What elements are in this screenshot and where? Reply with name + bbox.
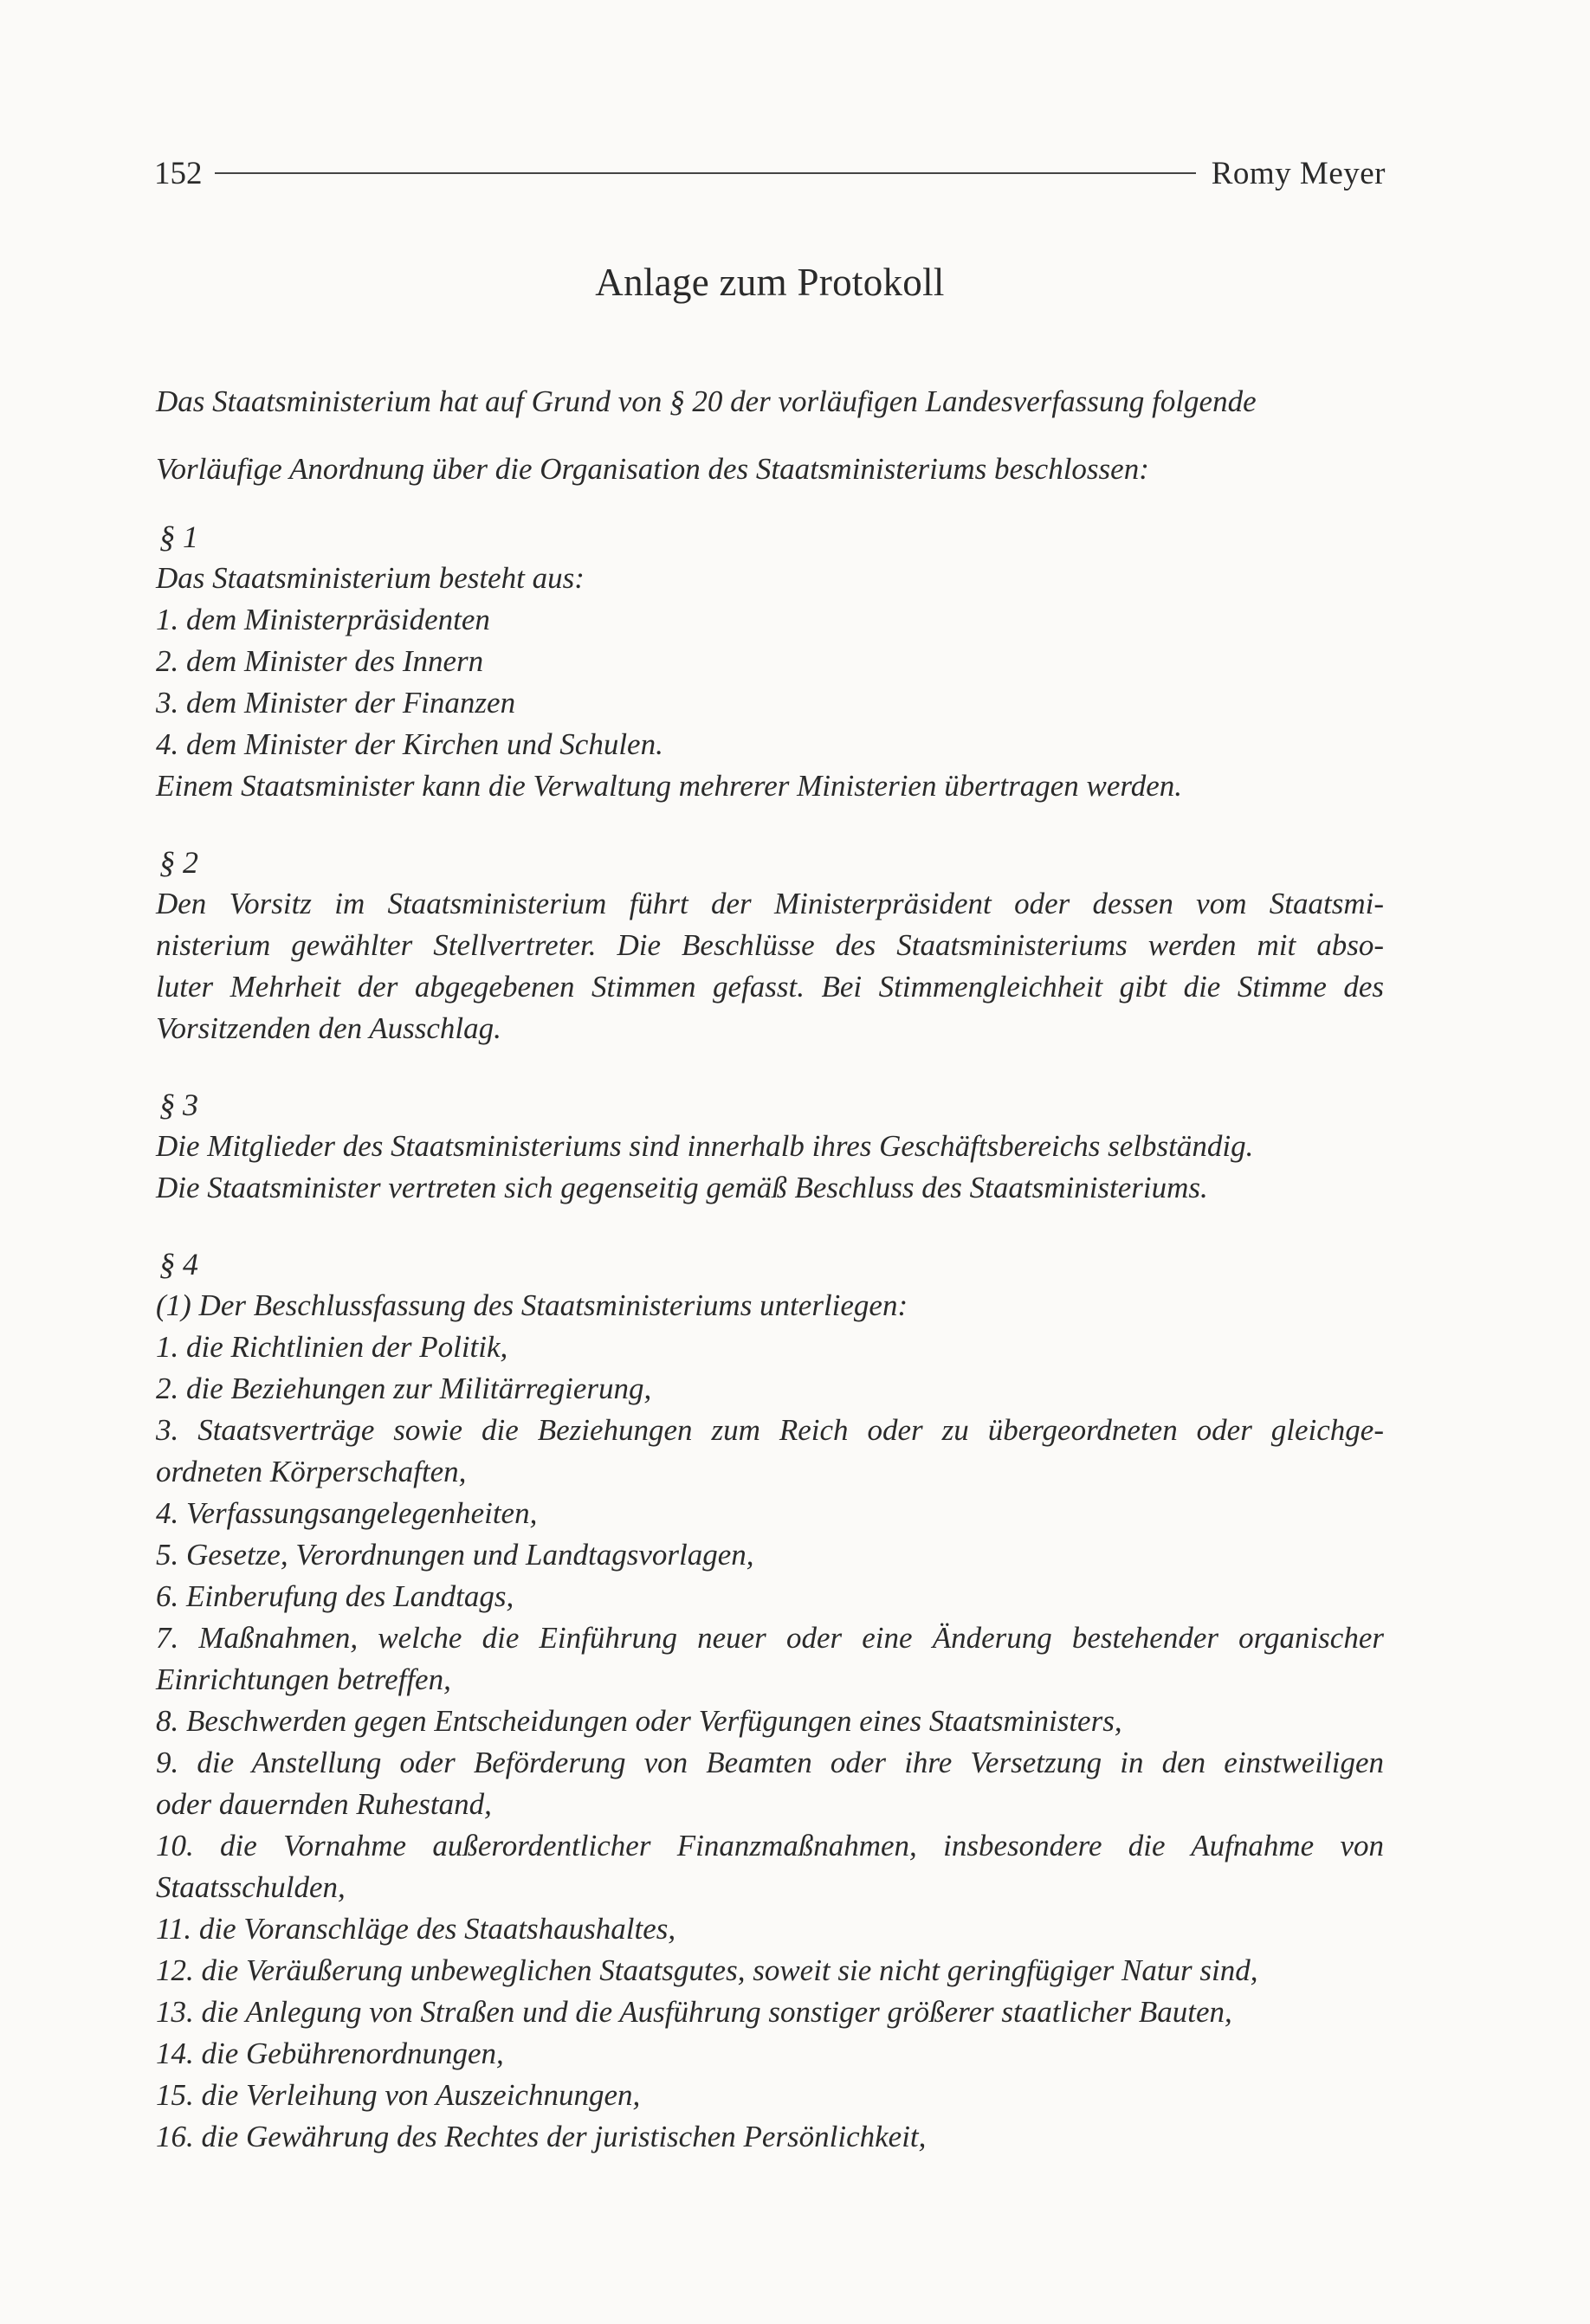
page-number: 152 bbox=[154, 155, 203, 191]
section-line: 4. dem Minister der Kirchen und Schulen. bbox=[156, 727, 663, 761]
section-line: 3. Staatsverträge sowie die Beziehungen zum Reich oder zu übergeordneten oder gleichge- bbox=[156, 1413, 1384, 1447]
section-line: 2. die Beziehungen zur Militärregierung, bbox=[156, 1372, 652, 1405]
header-author: Romy Meyer bbox=[1211, 155, 1386, 191]
document-body bbox=[156, 381, 1384, 2158]
section-line: 1. die Richtlinien der Politik, bbox=[156, 1330, 508, 1364]
section-line: Einem Staatsminister kann die Verwaltung mehrerer Ministerien übertragen werden. bbox=[156, 769, 1182, 803]
section-line: 8. Beschwerden gegen Entscheidungen oder Verfügungen eines Staatsministers, bbox=[156, 1704, 1122, 1738]
section-line: 15. die Verleihung von Auszeichnungen, bbox=[156, 2078, 641, 2112]
section-line: 4. Verfassungsangelegenheiten, bbox=[156, 1496, 538, 1530]
section-line: 12. die Veräußerung unbeweglichen Staatsgutes, soweit sie nicht geringfügiger Natur sind, bbox=[156, 1953, 1258, 1987]
section-line: 14. die Gebührenordnungen, bbox=[156, 2037, 504, 2070]
section-line: oder dauernden Ruhestand, bbox=[156, 1787, 492, 1821]
section-line: Die Staatsminister vertreten sich gegenseitig gemäß Beschluss des Staatsministeriums. bbox=[156, 1171, 1208, 1204]
section-line: 16. die Gewährung des Rechtes der juristischen Persönlichkeit, bbox=[156, 2120, 927, 2153]
section-line: ordneten Körperschaften, bbox=[156, 1455, 467, 1488]
section-line: Das Staatsministerium besteht aus: bbox=[156, 561, 585, 595]
section-line: 9. die Anstellung oder Beförderung von Beamten oder ihre Versetzung in den einstweiligen bbox=[156, 1746, 1384, 1779]
section-4 bbox=[156, 1243, 1384, 2158]
section-line: Einrichtungen betreffen, bbox=[156, 1662, 451, 1696]
section-line: 11. die Voranschläge des Staatshaushaltes, bbox=[156, 1912, 676, 1946]
section-line: 5. Gesetze, Verordnungen und Landtagsvorlagen, bbox=[156, 1538, 754, 1572]
header-rule bbox=[215, 172, 1196, 174]
section-line: 6. Einberufung des Landtags, bbox=[156, 1579, 514, 1613]
page-title: Anlage zum Protokoll bbox=[595, 261, 945, 304]
section-line: 7. Maßnahmen, welche die Einführung neuer oder eine Änderung bestehender organischer bbox=[156, 1621, 1384, 1655]
intro-line: Vorläufige Anordnung über die Organisation des Staatsministeriums beschlossen: bbox=[156, 452, 1149, 486]
sections-container bbox=[156, 516, 1384, 2158]
section-line: luter Mehrheit der abgegebenen Stimmen gefasst. Bei Stimmengleichheit gibt die Stimme des bbox=[156, 970, 1384, 1004]
section-mark: § 1 bbox=[159, 520, 198, 554]
running-header bbox=[154, 152, 1386, 195]
section-line: Vorsitzenden den Ausschlag. bbox=[156, 1011, 501, 1045]
section-2 bbox=[156, 842, 1384, 1049]
section-mark: § 4 bbox=[159, 1247, 198, 1281]
section-mark: § 2 bbox=[159, 845, 198, 880]
section-line: Die Mitglieder des Staatsministeriums sind innerhalb ihres Geschäftsbereichs selbständig. bbox=[156, 1129, 1254, 1163]
section-line: Den Vorsitz im Staatsministerium führt der Ministerpräsident oder dessen vom Staatsmi- bbox=[156, 887, 1384, 920]
section-line: 13. die Anlegung von Straßen und die Ausführung sonstiger größerer staatlicher Bauten, bbox=[156, 1995, 1232, 2029]
section-1 bbox=[156, 516, 1384, 807]
section-line: (1) Der Beschlussfassung des Staatsministeriums unterliegen: bbox=[156, 1288, 908, 1322]
section-line: 10. die Vornahme außerordentlicher Finanzmaßnahmen, insbesondere die Aufnahme von bbox=[156, 1829, 1384, 1862]
section-line: Staatsschulden, bbox=[156, 1870, 346, 1904]
section-line: 3. dem Minister der Finanzen bbox=[156, 686, 516, 720]
section-3 bbox=[156, 1084, 1384, 1209]
section-mark: § 3 bbox=[159, 1088, 198, 1122]
section-line: 1. dem Ministerpräsidenten bbox=[156, 603, 490, 636]
intro-line: Das Staatsministerium hat auf Grund von § 20 der vorläufigen Landesverfassung folgende bbox=[156, 384, 1257, 418]
section-line: 2. dem Minister des Innern bbox=[156, 644, 484, 678]
section-line: nisterium gewählter Stellvertreter. Die Beschlüsse des Staatsministeriums werden mit abso- bbox=[156, 928, 1384, 962]
